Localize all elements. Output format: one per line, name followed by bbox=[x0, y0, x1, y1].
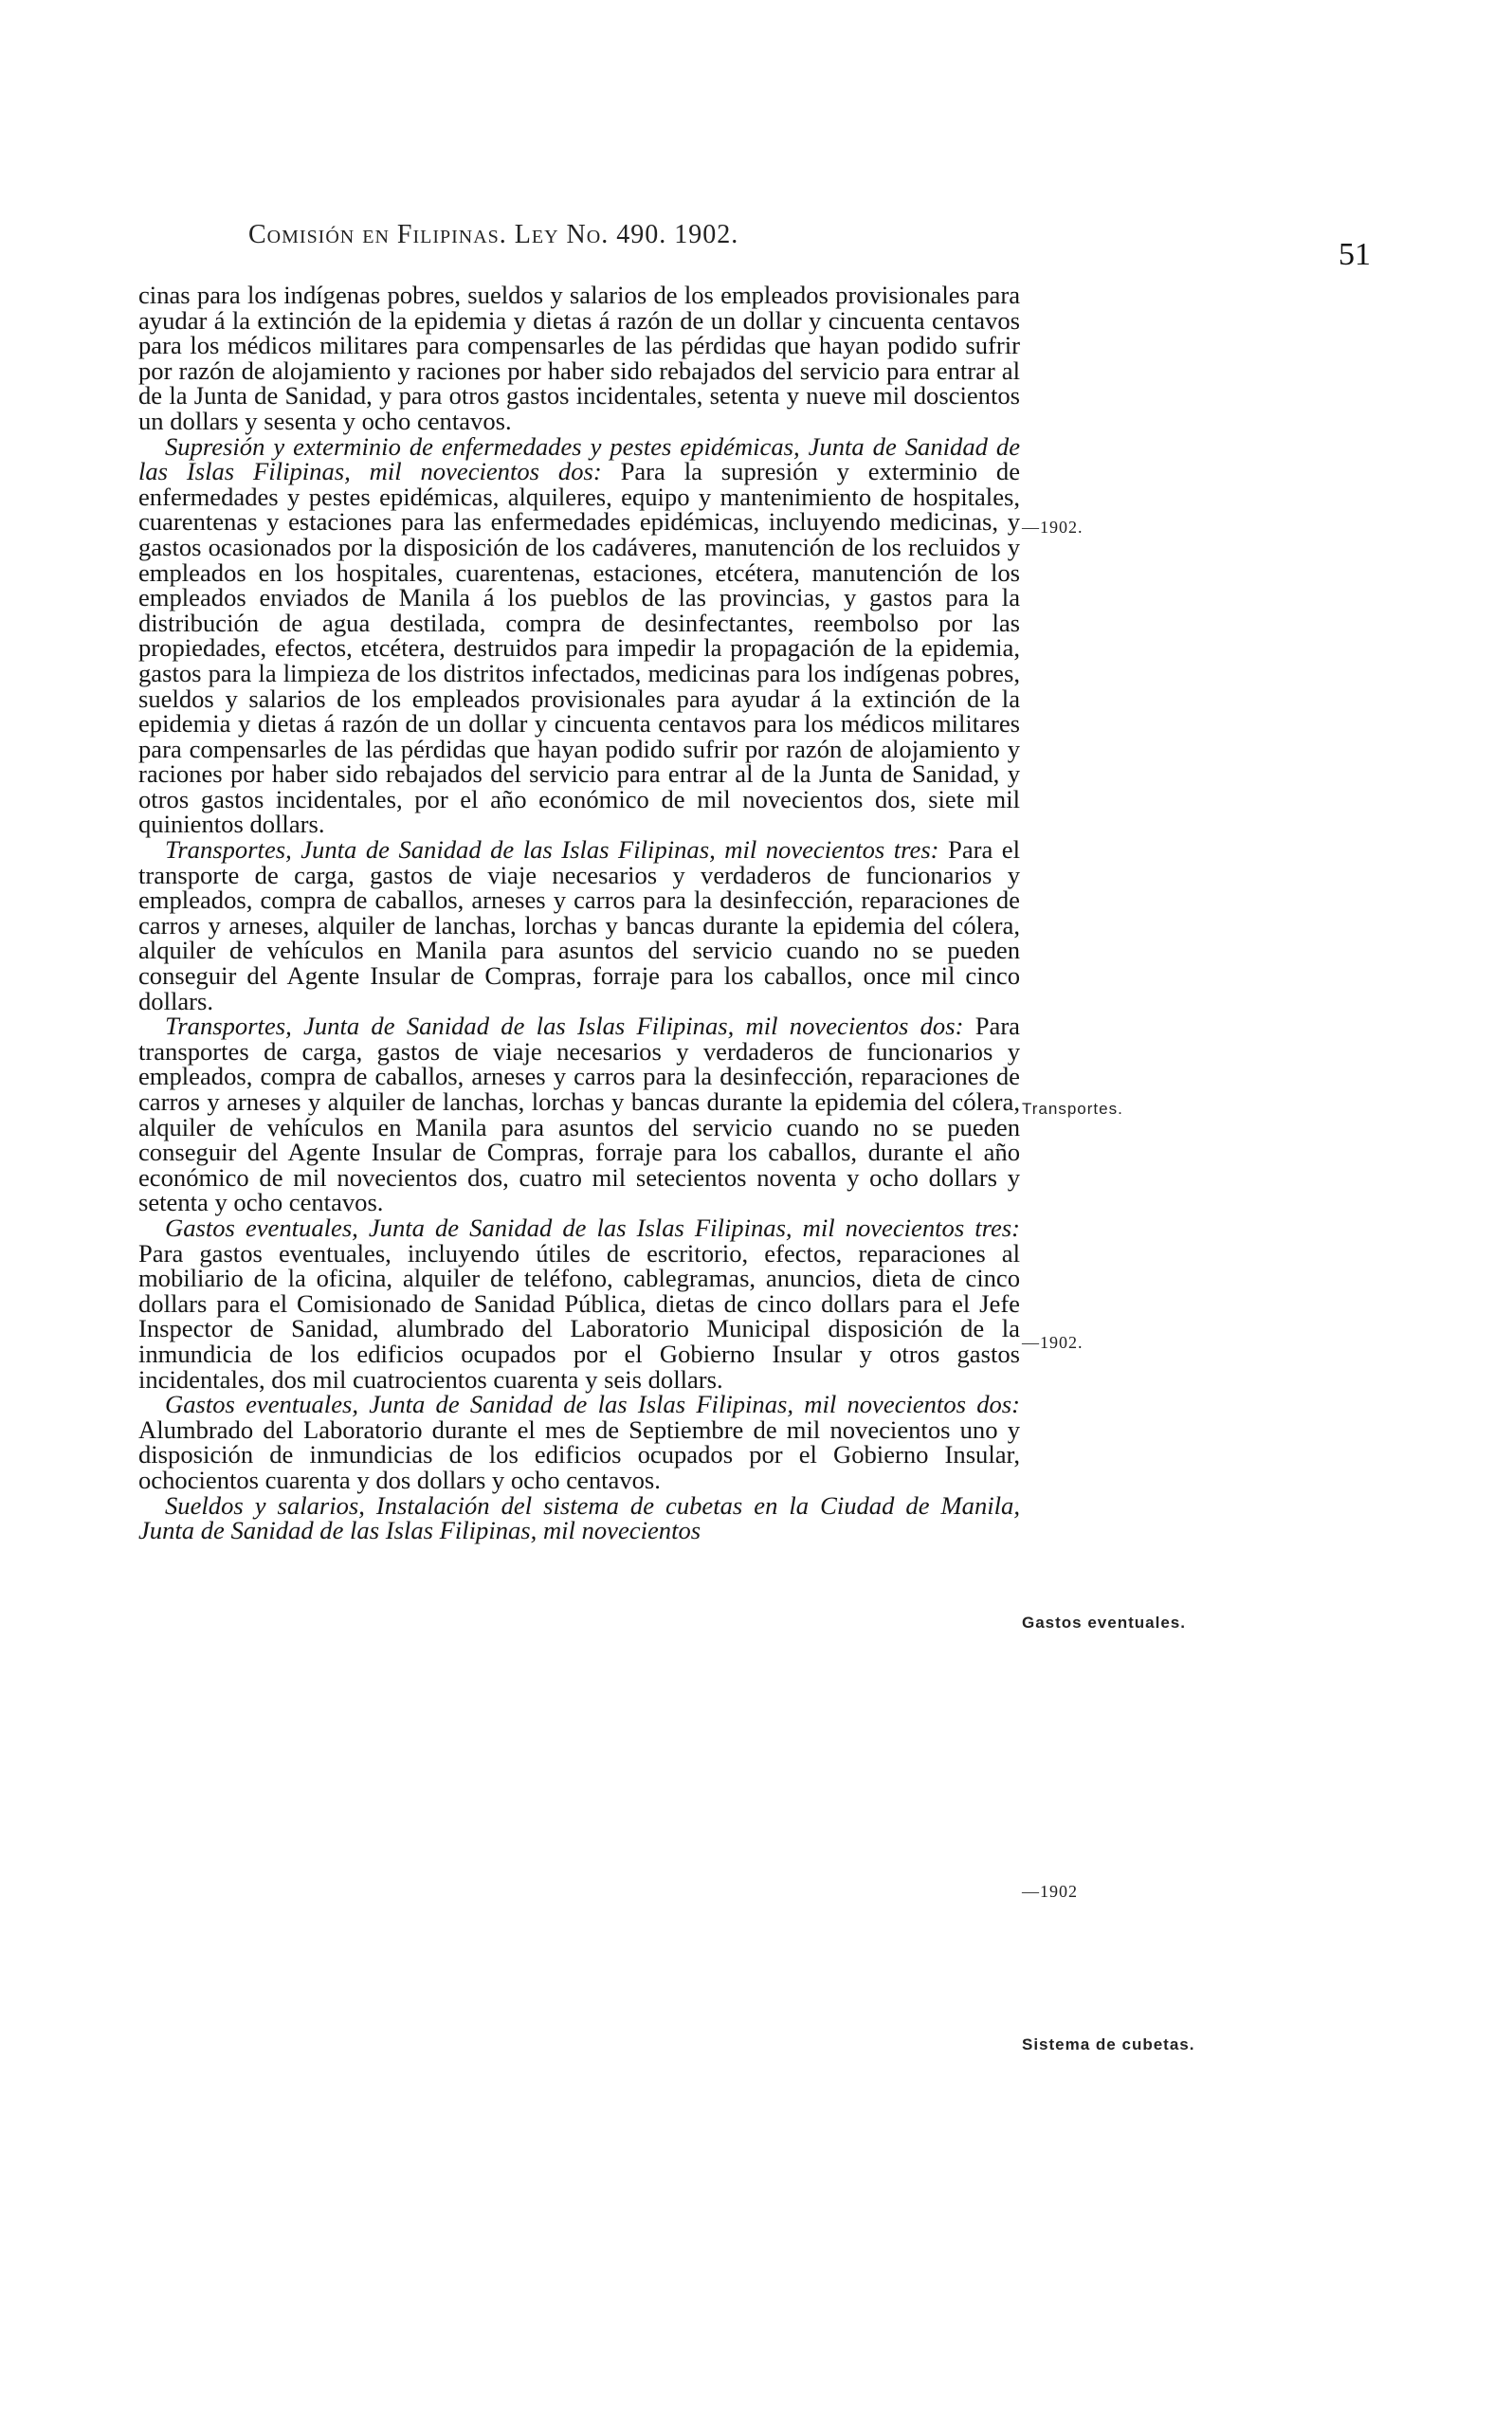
margin-note-gastos-eventuales: Gastos eventuales. bbox=[1022, 1614, 1186, 1632]
margin-note-year: —1902 bbox=[1022, 1882, 1078, 1901]
paragraph bbox=[138, 283, 1020, 434]
paragraph-text: Para transportes de carga, gastos de viaje necesarios y verdaderos de funcionarios y empleados, compra de caballos, arneses y carros para la desinfección, reparaciones de carros y arneses y alquiler de lanchas, lorchas y bancas durante la epidemia del cólera, alquiler de vehículos en Manila para asuntos del servicio cuando no se pueden conseguir del Agente Insular de Compras, forraje para los caballos, durante el año económico de mil novecientos dos, cuatro mil setecientos noventa y ocho dollars y setenta y ocho centavos. bbox=[138, 1012, 1020, 1217]
paragraph-text: Para el transporte de carga, gastos de viaje necesarios y verdaderos de funcionarios y empleados, compra de caballos, arneses y carros para la desinfección, reparaciones de carros y arneses, alquiler de lanchas, lorchas y bancas durante la epidemia del cólera, alquiler de vehículos en Manila para asuntos del servicio cuando no se pueden conseguir del Agente Insular de Compras, forraje para los caballos, once mil cinco dollars. bbox=[138, 835, 1020, 1015]
page-number: 51 bbox=[1339, 237, 1371, 272]
paragraph-heading: Gastos eventuales, Junta de Sanidad de las Islas Filipinas, mil novecientos tres: bbox=[165, 1213, 1020, 1242]
paragraph-text: Alumbrado del Laboratorio durante el mes de Septiembre de mil novecientos uno y disposición de inmundicias de los edificios ocupados por el Gobierno Insular, ochocientos cuarenta y dos dollars y ocho centavos. bbox=[138, 1414, 1020, 1494]
margin-note-transportes: Transportes. bbox=[1022, 1100, 1123, 1118]
margin-note-year: —1902. bbox=[1022, 518, 1084, 537]
paragraph-heading: Sueldos y salarios, Instalación del sistema de cubetas en la Ciudad de Manila, Junta de Sanidad de las Islas Filipinas, mil novecientos bbox=[138, 1490, 1020, 1545]
paragraph bbox=[138, 837, 1020, 1013]
margin-note-year: —1902. bbox=[1022, 1333, 1084, 1352]
paragraph-text: Para la supresión y exterminio de enfermedades y pestes epidémicas, alquileres, equipo y mantenimiento de hospitales, cuarentenas y estaciones para las enfermedades epidémicas, incluyendo medicinas, y gastos ocasionados por la disposición de los cadáveres, manutención de los recluidos y empleados en los hospitales, cuarentenas, estaciones, etcétera, manutención de los empleados enviados de Manila á los pueblos de las provincias, y gastos para la distribución de agua destilada, compra de desinfectantes, reembolso por las propiedades, efectos, etcétera, destruidos para impedir la propagación de la epidemia, gastos para la limpieza de los distritos infectados, medicinas para los indígenas pobres, sueldos y salarios de los empleados provisionales para ayudar á la extinción de la epidemia y dietas á razón de un dollar y cincuenta centavos para los médicos militares para compensarles de las pérdidas que hayan podido sufrir por razón de alojamiento y raciones por haber sido rebajados del servicio para entrar al de la Junta de Sanidad, y otros gastos incidentales, por el año económico de mil novecientos dos, siete mil quinientos dollars. bbox=[138, 457, 1020, 839]
paragraph bbox=[138, 1013, 1020, 1215]
running-head: Comisión en Filipinas. Ley No. 490. 1902. bbox=[248, 220, 739, 249]
paragraph-heading: Transportes, Junta de Sanidad de las Islas Filipinas, mil novecientos tres: bbox=[165, 835, 939, 865]
paragraph-heading: Transportes, Junta de Sanidad de las Islas Filipinas, mil novecientos dos: bbox=[165, 1012, 964, 1041]
paragraph-text: cinas para los indígenas pobres, sueldos y salarios de los empleados provisionales para ayudar á la extinción de la epidemia y dietas á razón de un dollar y cincuenta centavos para los médicos militares para compensarles de las pérdidas que hayan podido sufrir por razón de alojamiento y raciones por haber sido rebajados del servicio para entrar al de la Junta de Sanidad, y para otros gastos incidentales, setenta y nueve mil doscientos un dollars y sesenta y ocho centavos. bbox=[138, 281, 1020, 435]
paragraph bbox=[138, 1490, 1020, 1545]
paragraph-heading: Supresión y exterminio de enfermedades y pestes epidémicas, Junta de Sanidad de las Islas Filipinas, mil novecientos dos: bbox=[138, 431, 1020, 486]
paragraph-text: Para gastos eventuales, incluyendo útiles de escritorio, efectos, reparaciones al mobiliario de la oficina, alquiler de teléfono, cablegramas, anuncios, dieta de cinco dollars para el Comisionado de Sanidad Pública, dietas de cinco dollars para el Jefe Inspector de Sanidad, alumbrado del Laboratorio Municipal disposición de la inmundicia de los edificios ocupados por el Gobierno Insular y otros gastos incidentales, dos mil cuatrocientos cuarenta y seis dollars. bbox=[138, 1238, 1020, 1394]
paragraph bbox=[138, 431, 1020, 839]
paragraph bbox=[138, 1215, 1020, 1392]
margin-note-sistema-de-cubetas: Sistema de cubetas. bbox=[1022, 2035, 1195, 2053]
body-text bbox=[138, 283, 1020, 1543]
paragraph bbox=[138, 1392, 1020, 1492]
paragraph-heading: Gastos eventuales, Junta de Sanidad de las Islas Filipinas, mil novecientos dos: bbox=[165, 1390, 1020, 1419]
